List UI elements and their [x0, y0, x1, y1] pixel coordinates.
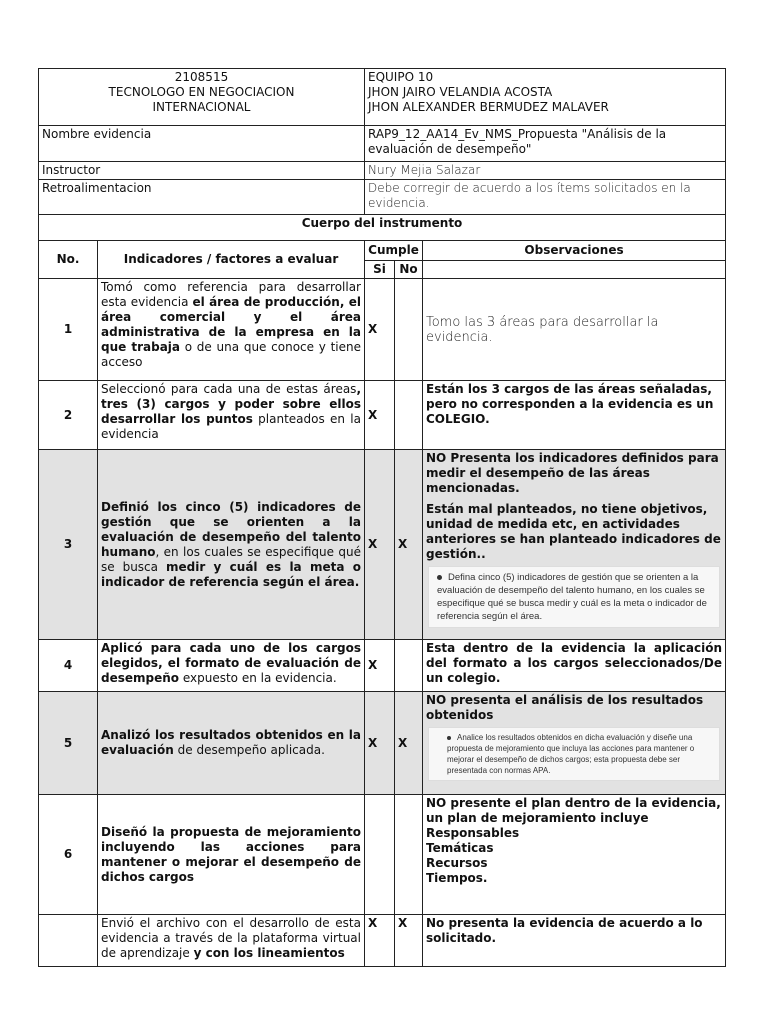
indicator-segment-bold: Diseñó la propuesta de mejoramiento incluyendo las acciones para mantener o mejorar el desempeño de dichos cargos — [101, 824, 361, 884]
table-row — [39, 640, 726, 692]
table-row — [39, 381, 726, 450]
row-number — [39, 915, 98, 967]
instruction-excerpt-text: Defina cinco (5) indicadores de gestión que se orienten a la evaluación de desempeño del talento humano, en los cuales se especifique qué se busca medir y cuál es la meta o indicador de referencia según el área. — [437, 572, 707, 622]
observation-line: Responsables — [426, 826, 520, 840]
team-header — [365, 69, 726, 126]
indicator-segment-bold: y con los lineamientos — [193, 946, 345, 960]
row-number: 1 — [39, 279, 98, 381]
feedback-label: Retroalimentacion — [39, 180, 365, 215]
si-mark: X — [365, 915, 395, 967]
observation-bold: Están los 3 cargos de las áreas señaladas, pero no corresponden a la evidencia es un COLEGIO. — [426, 382, 714, 426]
indicator-segment: Tomó como referencia para desarrollar esta evidencia — [101, 280, 361, 309]
si-mark: X — [365, 450, 395, 640]
indicator-text — [98, 640, 365, 692]
program-name-line1: TECNOLOGO EN NEGOCIACION — [108, 85, 295, 99]
indicator-text — [98, 692, 365, 795]
table-row — [39, 692, 726, 795]
observation-bold: No presenta la evidencia de acuerdo a lo solicitado. — [426, 916, 703, 945]
feedback-value: Debe corregir de acuerdo a los ítems solicitados en la evidencia. — [365, 180, 726, 215]
table-row — [39, 450, 726, 640]
instruction-excerpt-text: Analice los resultados obtenidos en dicha evaluación y diseñe una propuesta de mejoramiento que incluya las acciones para mantener o mejorar el desempeño de dichos cargos; esta propuesta debe ser presentada con normas APA. — [447, 733, 695, 775]
instruction-excerpt-image — [428, 727, 720, 781]
no-mark — [395, 640, 423, 692]
no-mark — [395, 279, 423, 381]
observation-text — [423, 692, 726, 795]
indicator-text — [98, 795, 365, 915]
team-member-1: JHON JAIRO VELANDIA ACOSTA — [368, 85, 553, 99]
evaluation-instrument-table — [38, 68, 726, 967]
col-header-cumple: Cumple — [365, 241, 423, 261]
si-mark: X — [365, 692, 395, 795]
indicator-segment-bold: Analizó los resultados obtenidos en la evaluación — [101, 728, 361, 757]
observation-line: Tiempos. — [426, 871, 488, 885]
observation-line: Recursos — [426, 856, 488, 870]
no-mark — [395, 381, 423, 450]
program-name-line2: INTERNACIONAL — [152, 100, 251, 114]
indicator-text — [98, 450, 365, 640]
instructor-label: Instructor — [39, 162, 365, 180]
program-code: 2108515 — [174, 70, 229, 84]
row-number: 6 — [39, 795, 98, 915]
col-header-si: Si — [365, 261, 395, 279]
observation-text: Tomo las 3 áreas para desarrollar la evidencia. — [423, 279, 726, 381]
indicator-text — [98, 279, 365, 381]
no-mark — [395, 795, 423, 915]
col-header-indicators: Indicadores / factores a evaluar — [98, 241, 365, 279]
indicator-segment-bold: el área de producción, el área comercial y el área administrativa de la empresa en la que trabaja — [101, 295, 362, 354]
team-member-2: JHON ALEXANDER BERMUDEZ MALAVER — [368, 100, 609, 114]
no-mark: X — [395, 915, 423, 967]
evidence-value: RAP9_12_AA14_Ev_NMS_Propuesta "Análisis de la evaluación de desempeño" — [365, 126, 726, 162]
observation-text — [423, 915, 726, 967]
no-mark: X — [395, 692, 423, 795]
table-row — [39, 795, 726, 915]
team-name: EQUIPO 10 — [368, 70, 434, 84]
observation-line: Temáticas — [426, 841, 494, 855]
indicator-segment-bold: Definió los cinco (5) indicadores de gestión que se orienten a la evaluación de desempeño del talento humano — [101, 499, 361, 559]
col-header-no: No. — [39, 241, 98, 279]
indicator-segment: Seleccionó para cada una de estas áreas — [101, 382, 357, 396]
indicator-segment: o de una que conoce y tiene acceso — [101, 340, 361, 369]
indicator-segment-bold: medir y cuál es la meta o indicador de referencia según el área. — [101, 559, 361, 589]
instruction-excerpt-image — [428, 566, 720, 628]
si-mark: X — [365, 279, 395, 381]
si-mark: X — [365, 381, 395, 450]
evidence-label: Nombre evidencia — [39, 126, 365, 162]
col-header-no-mark: No — [395, 261, 423, 279]
si-mark: X — [365, 640, 395, 692]
table-row — [39, 915, 726, 967]
instructor-value: Nury Mejia Salazar — [365, 162, 726, 180]
observation-text — [423, 640, 726, 692]
indicator-segment: expuesto en la evidencia. — [179, 671, 337, 685]
indicator-text — [98, 915, 365, 967]
indicator-segment-bold: Aplicó para cada uno de los cargos elegidos, el formato de evaluación de desempeño — [101, 641, 361, 685]
observation-line: NO presenta el análisis de los resultados obtenidos — [426, 693, 704, 722]
row-number: 5 — [39, 692, 98, 795]
col-header-observations: Observaciones — [423, 241, 726, 261]
indicator-segment: Envió el archivo con el desarrollo de esta evidencia a través de la plataforma virtual de aprendizaje — [101, 916, 361, 960]
row-number: 3 — [39, 450, 98, 640]
bullet-icon — [437, 575, 442, 580]
observation-text — [423, 450, 726, 640]
row-number: 4 — [39, 640, 98, 692]
program-header — [39, 69, 365, 126]
no-mark: X — [395, 450, 423, 640]
indicator-segment-bold: , tres (3) cargos y poder sobre ellos desarrollar los puntos — [101, 382, 361, 426]
indicator-segment: , en los cuales se especifique qué se busca — [101, 544, 361, 574]
indicator-text — [98, 381, 365, 450]
indicator-segment: planteados en la evidencia — [101, 412, 361, 441]
row-number: 2 — [39, 381, 98, 450]
observation-line: Están mal planteados, no tiene objetivos, unidad de medida etc, en actividades anteriores se han planteado indicadores de gestión.. — [426, 502, 721, 561]
observation-text — [423, 795, 726, 915]
observations-subheader-empty — [423, 261, 726, 279]
si-mark — [365, 795, 395, 915]
observation-bold: Esta dentro de la evidencia la aplicación del formato a los cargos seleccionados/De un colegio. — [426, 641, 723, 685]
observation-line: NO Presenta los indicadores definidos para medir el desempeño de las áreas mencionadas. — [426, 451, 719, 495]
observation-line: NO presente el plan dentro de la evidencia, un plan de mejoramiento incluye — [426, 796, 721, 825]
bullet-icon — [447, 736, 451, 740]
indicator-segment: de desempeño aplicada. — [173, 743, 325, 757]
table-row — [39, 279, 726, 381]
body-title: Cuerpo del instrumento — [39, 215, 726, 241]
observation-text — [423, 381, 726, 450]
